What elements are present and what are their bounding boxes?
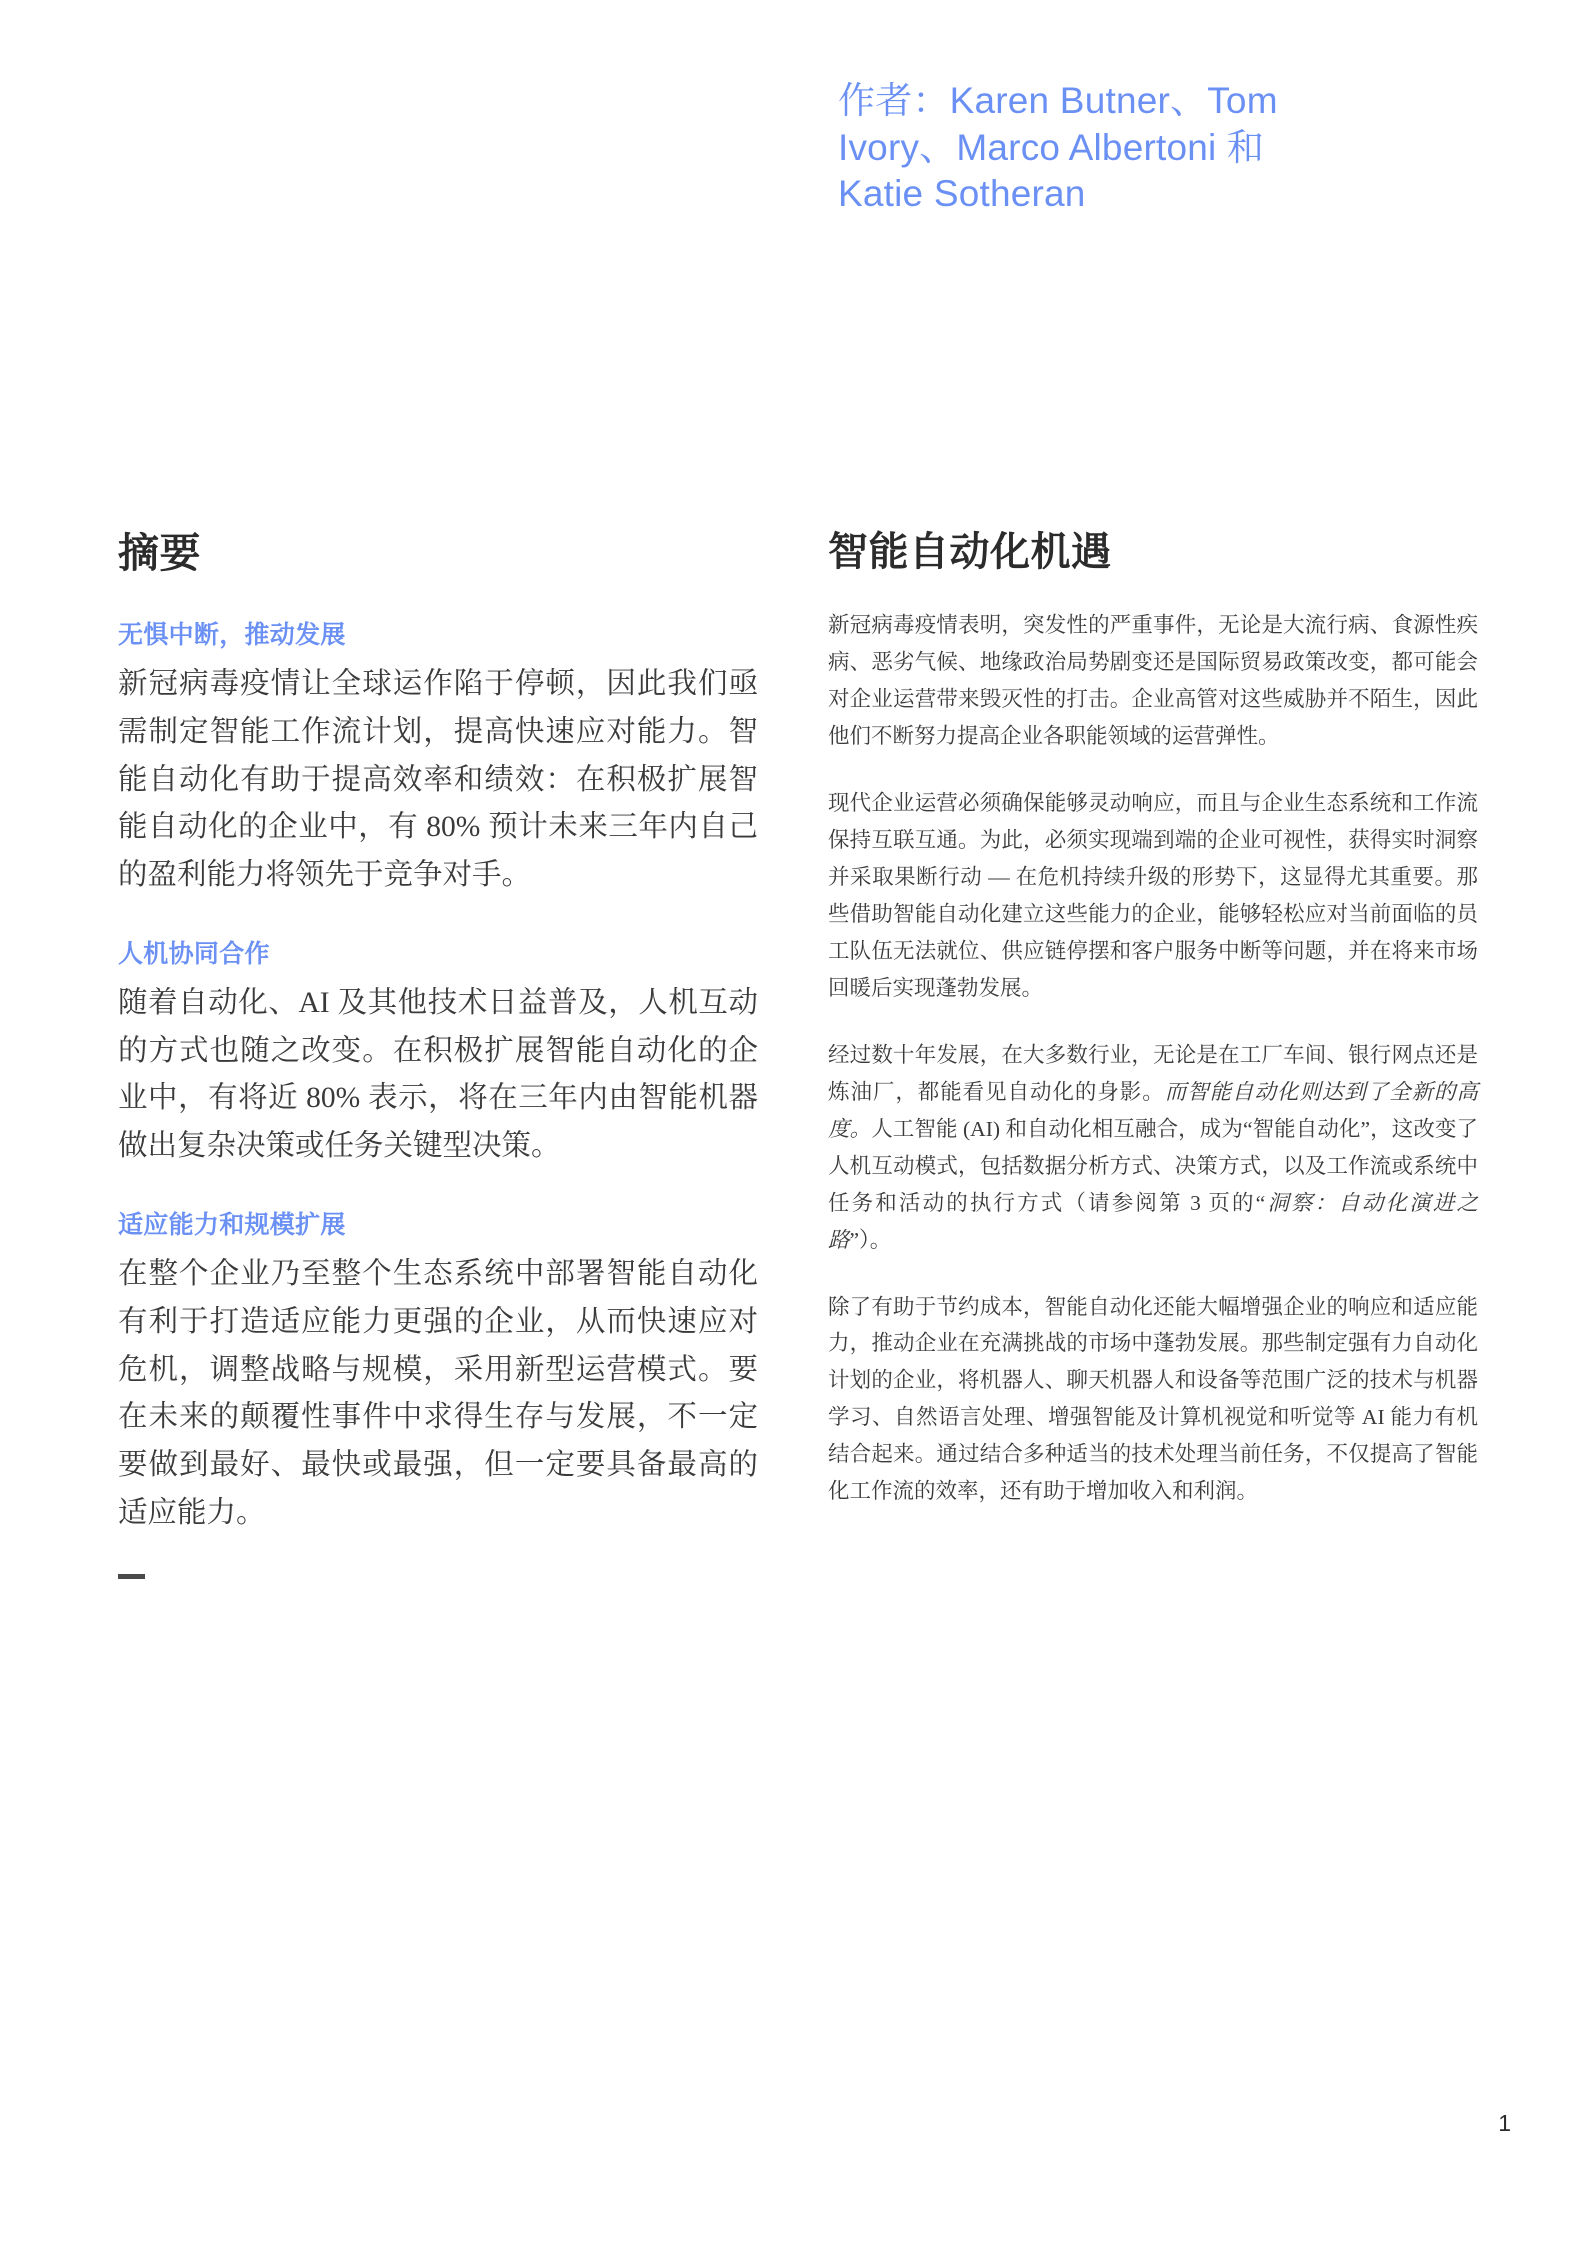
right-column: [828, 520, 1478, 1510]
summary-section-2: [118, 934, 758, 1171]
em-dash-divider: [118, 1574, 145, 1579]
page-number: 1: [1498, 2110, 1511, 2136]
left-column-title: 摘要: [118, 530, 201, 576]
section-heading: 人机协同合作: [118, 939, 270, 968]
body-paragraph: 新冠病毒疫情表明，突发性的严重事件，无论是大流行病、食源性疾病、恶劣气候、地缘政治局势剧变还是国际贸易政策改变，都可能会对企业运营带来毁灭性的打击。企业高管对这些威胁并不陌生，因此他们不断努力提高企业各职能领域的运营弹性。: [828, 613, 1478, 748]
section-heading: 适应能力和规模扩展: [118, 1211, 346, 1240]
right-column-title: 智能自动化机遇: [828, 530, 1112, 574]
section-body: 随着自动化、AI 及其他技术日益普及，人机互动的方式也随之改变。在积极扩展智能自动化的企业中，有将近 80% 表示，将在三年内由智能机器做出复杂决策或任务关键型决策。: [118, 986, 758, 1163]
section-heading: 无惧中断，推动发展: [118, 621, 346, 649]
summary-section-3: [118, 1205, 758, 1538]
section-body: 在整个企业乃至整个生态系统中部署智能自动化有利于打造适应能力更强的企业，从而快速应对危机，调整战略与规模，采用新型运营模式。要在未来的颠覆性事件中求得生存与发展，不一定要做到最好、最快或最强，但一定要具备最高的适应能力。: [118, 1258, 758, 1529]
summary-section-1: [118, 615, 758, 900]
body-paragraph: 现代企业运营必须确保能够灵动响应，而且与企业生态系统和工作流保持互联互通。为此，必须实现端到端的企业可视性，获得实时洞察并采取果断行动 — 在危机持续升级的形势下，这显得尤其重要。那些借助智能自动化建立这些能力的企业，能够轻松应对当前面临的员工队伍无法就位、供应链停摆和客户服务中断等问题，并在将来市场回暖后实现蓬勃发展。: [828, 790, 1478, 1000]
left-column: [118, 520, 758, 1579]
body-paragraph: 经过数十年发展，在大多数行业，无论是在工厂车间、银行网点还是炼油厂，都能看见自动化的身影。而智能自动化则达到了全新的高度。人工智能 (AI) 和自动化相互融合，成为“智能自动化”，这改变了人机互动模式，包括数据分析方式、决策方式，以及工作流或系统中任务和活动的执行方式（请参阅第 3 页的“洞察：自动化演进之路”）。: [828, 1042, 1478, 1252]
section-body: 新冠病毒疫情让全球运作陷于停顿，因此我们亟需制定智能工作流计划，提高快速应对能力。智能自动化有助于提高效率和绩效：在积极扩展智能自动化的企业中，有 80% 预计未来三年内自己的盈利能力将领先于竞争对手。: [118, 668, 758, 892]
body-paragraph: 除了有助于节约成本，智能自动化还能大幅增强企业的响应和适应能力，推动企业在充满挑战的市场中蓬勃发展。那些制定强有力自动化计划的企业，将机器人、聊天机器人和设备等范围广泛的技术与机器学习、自然语言处理、增强智能及计算机视觉和听觉等 AI 能力有机结合起来。通过结合多种适当的技术处理当前任务，不仅提高了智能化工作流的效率，还有助于增加收入和利润。: [828, 1294, 1478, 1504]
author-credit: 作者：Karen Butner、Tom Ivory、Marco Albertoni 和 Katie Sotheran: [838, 80, 1278, 215]
